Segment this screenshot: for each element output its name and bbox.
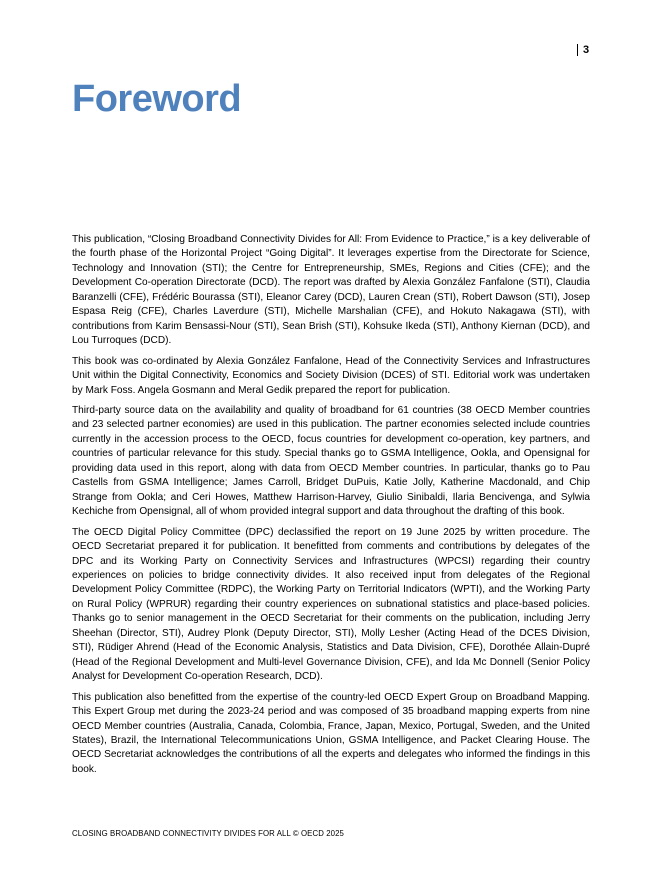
paragraph-data-sources: Third-party source data on the availability and quality of broadband for 61 countries (38 OECD Member countries and 23 selected partner economies) are used in this publication. The partner economies selected include countries currently in the accession process to the OECD, focus countries for development co-operation, key partners, and countries of particular relevance for this study. Special thanks go to GSMA Intelligence, Ookla, and Opensignal for providing data used in this report, along with data from OECD Member countries. In particular, thanks go to Pau Castells from GSMA Intelligence; James Carroll, Bridget DuPuis, Katie Jolly, Katherine Macdonald, and Chip Strange from Ookla; and Ceri Howes, Matthew Harrison-Harvey, Giulio Sinibaldi, Ilaria Bencivenga, and Sylwia Kechiche from Opensignal, all of whom provided integral support and data throughout the drafting of this book. bbox=[72, 404, 590, 518]
paragraph-expert-group: This publication also benefitted from the expertise of the country-led OECD Expert Group on Broadband Mapping. This Expert Group met during the 2023-24 period and was composed of 35 broadband mapping experts from nine OECD Member countries (Australia, Canada, Colombia, France, Japan, Mexico, Portugal, Sweden, and the United States), Brazil, the International Telecommunications Union, GSMA Intelligence, and Packet Clearing House. The OECD Secretariat acknowledges the contributions of all the experts and delegates who informed the findings in this book. bbox=[72, 691, 590, 775]
page-title: Foreword bbox=[72, 78, 242, 120]
paragraph-authors: This publication, “Closing Broadband Connectivity Divides for All: From Evidence to Practice,” is a key deliverable of the fourth phase of the Horizontal Project “Going Digital”. It leverages expertise from the Directorate for Science, Technology and Innovation (STI); the Centre for Entrepreneurship, SMEs, Regions and Cities (CFE); and the Development Co-operation Directorate (DCD). The report was drafted by Alexia González Fanfalone (STI), Claudia Baranzelli (CFE), Frédéric Bourassa (STI), Eleanor Carey (DCD), Lauren Crean (STI), Robert Dawson (STI), Josep Espasa Reig (CFE), Charles Laverdure (STI), Michelle Marshalian (CFE), and Hokuto Nakagawa (STI), with contributions from Karim Bensassi-Nour (STI), Sean Brish (STI), Kohsuke Ikeda (STI), Anthony Kiernan (DCD), and Lou Turroques (DCD). bbox=[72, 234, 590, 347]
page-number: 3 bbox=[577, 44, 589, 56]
paragraph-committee: The OECD Digital Policy Committee (DPC) declassified the report on 19 June 2025 by written procedure. The OECD Secretariat prepared it for publication. It benefitted from comments and contributions by delegates of the DPC and its Working Party on Connectivity Services and Infrastructures (WPCSI) regarding their country experiences on policies to bridge connectivity divides. It also received input from delegates of the Regional Development Policy Committee (RDPC), the Working Party on Territorial Indicators (WPTI), and the Working Party on Rural Policy (WPRUR) regarding their country experiences on subnational statistics and place-based policies. Thanks go to senior management in the OECD Secretariat for their comments on the publication, including Jerry Sheehan (Director, STI), Audrey Plonk (Deputy Director, STI), Molly Lesher (Acting Head of the DCES Division, STI), Rüdiger Ahrend (Head of the Economic Analysis, Statistics and Data Division, CFE), Dorothée Allain-Dupré (Head of the Regional Development and Multi-level Governance Division, CFE), and Ida Mc Donnell (Senior Policy Analyst for Development Co-operation Research, DCD). bbox=[72, 526, 590, 683]
paragraph-coordination: This book was co-ordinated by Alexia González Fanfalone, Head of the Connectivity Services and Infrastructures Unit within the Digital Connectivity, Economics and Society Division (DCES) of STI. Editorial work was undertaken by Mark Foss. Angela Gosmann and Meral Gedik prepared the report for publication. bbox=[72, 355, 590, 396]
body-text bbox=[72, 233, 590, 783]
page-footer: CLOSING BROADBAND CONNECTIVITY DIVIDES FOR ALL © OECD 2025 bbox=[72, 829, 344, 838]
